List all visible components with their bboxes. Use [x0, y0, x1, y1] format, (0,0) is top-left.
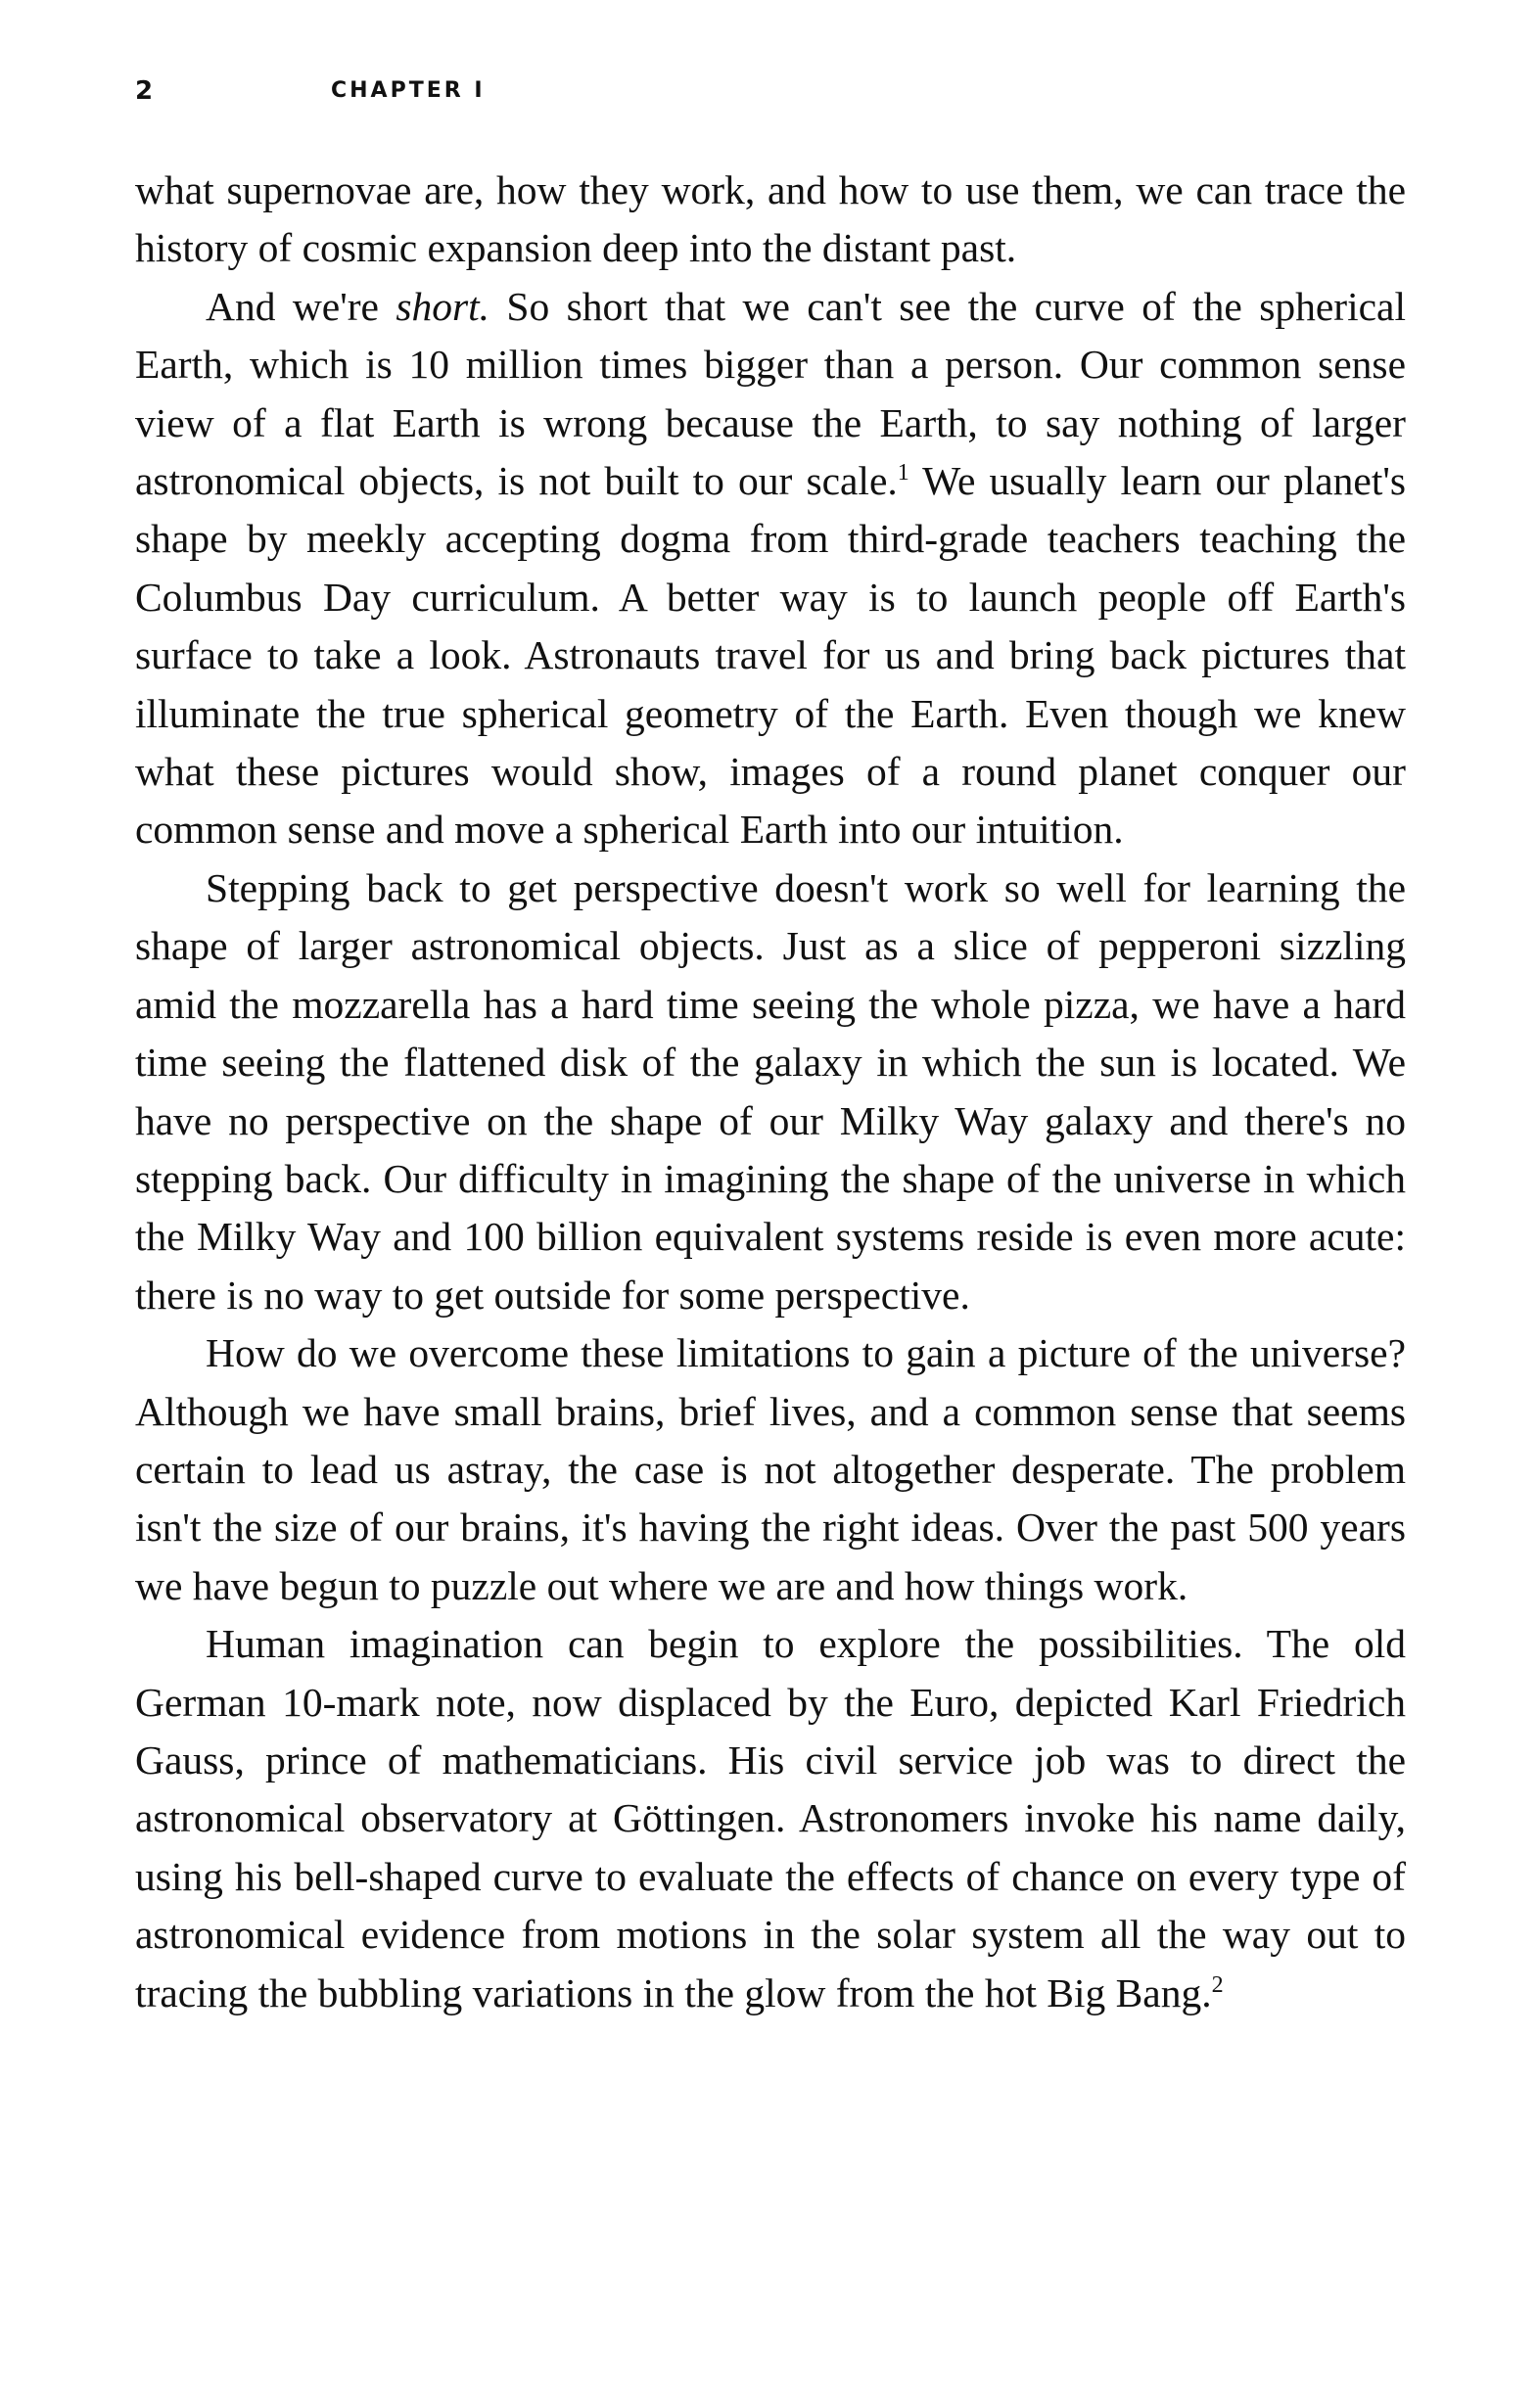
- paragraph-text: We usually learn our planet's shape by meekly accepting dogma from third-grade teachers teaching the Columbus Day curriculum. A better way is to launch people off Earth's surface to take a look. Astronauts travel for us and bring back pictures that illuminate the true spherical geometry of the Earth. Even though we knew what these pictures would show, images of a round planet conquer our common sense and move a spherical Earth into our intuition.: [135, 458, 1406, 853]
- paragraph-5: [135, 1615, 1406, 2022]
- footnote-marker-1: 1: [897, 460, 909, 486]
- paragraph-text: what supernovae are, how they work, and how to use them, we can trace the history of cosmic expansion deep into the distant past.: [135, 167, 1406, 271]
- paragraph-2: [135, 278, 1406, 859]
- paragraph-1: [135, 162, 1406, 278]
- paragraph-text: And we're: [206, 283, 396, 329]
- body-text: [135, 162, 1406, 2022]
- paragraph-text: So short that we can't see the curve of the spherical Earth, which is 10 million times bigger than a person. Our common sense view of a flat Earth is wrong because the Earth, to say nothing of larger astronomical objects, is not built to our scale.: [135, 283, 1406, 504]
- paragraph-text: How do we overcome these limitations to gain a picture of the universe? Although we have small brains, brief lives, and a common sense that seems certain to lead us astray, the case is not altogether desperate. The problem isn't the size of our brains, it's having the right ideas. Over the past 500 years we have begun to puzzle out where we are and how things work.: [135, 1330, 1406, 1608]
- paragraph-3: [135, 859, 1406, 1324]
- emphasis-short: short.: [396, 283, 490, 329]
- paragraph-4: [135, 1324, 1406, 1615]
- page-number: 2: [135, 76, 157, 106]
- chapter-label: CHAPTER I: [331, 78, 486, 103]
- footnote-marker-2: 2: [1211, 1971, 1224, 1998]
- paragraph-text: Human imagination can begin to explore the possibilities. The old German 10-mark note, now displaced by the Euro, depicted Karl Friedrich Gauss, prince of mathematicians. His civil service job was to direct the astronomical observatory at Göttingen. Astronomers invoke his name daily, using his bell-shaped curve to evaluate the effects of chance on every type of astronomical evidence from motions in the solar system all the way out to tracing the bubbling variations in the glow from the hot Big Bang.: [135, 1621, 1406, 2015]
- paragraph-text: Stepping back to get perspective doesn't work so well for learning the shape of larger astronomical objects. Just as a slice of pepperoni sizzling amid the mozzarella has a hard time seeing the whole pizza, we have a hard time seeing the flattened disk of the galaxy in which the sun is located. We have no perspective on the shape of our Milky Way galaxy and there's no stepping back. Our difficulty in imagining the shape of the universe in which the Milky Way and 100 billion equivalent systems reside is even more acute: there is no way to get outside for some perspective.: [135, 864, 1406, 1318]
